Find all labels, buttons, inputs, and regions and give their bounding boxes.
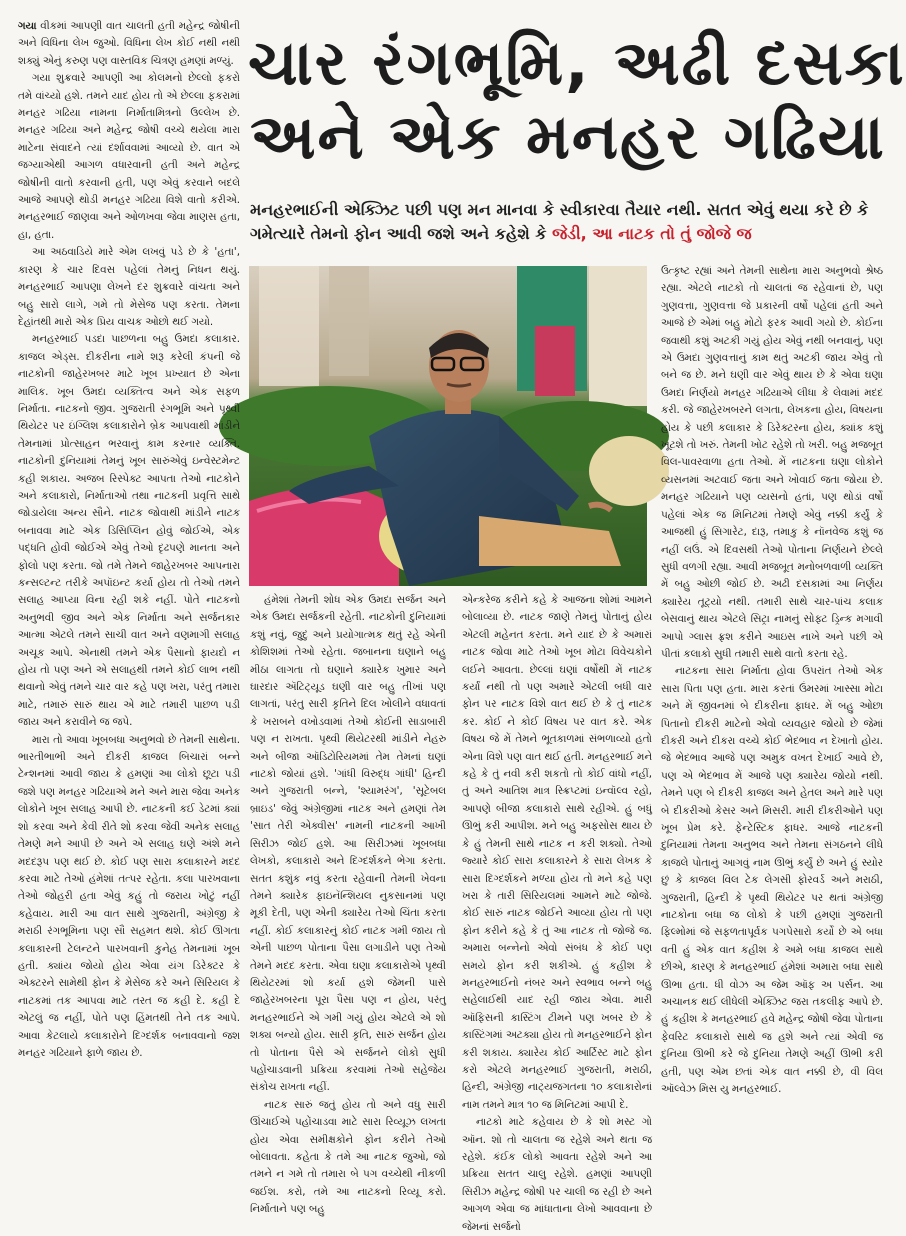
article-column-2 xyxy=(250,592,446,1220)
paragraph: મનહરભાઈ પડદા પાછળના બહુ ઉમદા કલાકાર. કાજલ એડ્સ. દીકરીના નામે શરૂ કરેલી કંપની જે નાટકોની જાહેરખબર માટે ખૂબ પ્રખ્યાત છે એના માલિક. ખૂબ ઉમદા વ્યક્તિત્વ અને એક સફળ નિર્માતા. નાટકનો જીવ. ગુજરાતી રંગભૂમિ અને પૃથ્વી થિયેટર પર ઇંગ્લિશ કલાકારોને બ્રેક આપવાથી માંડીને તેમનામાં પ્રોત્સાહન ભરવાનું કામ કરનાર વ્યક્તિ. નાટકોની દુનિયામાં તેમનું ખૂબ સારુંએવું ઇન્વેસ્ટમેન્ટ કહી શકાય. અજબ રિસ્પેક્ટ આપતા તેઓ નાટકોને અને કલાકારો, નિર્માતાઓ તથા નાટકની પ્રવૃત્તિ સાથે જોડાયેલા અન્ય સૌને. નાટક જોવાથી માંડીને નાટક બનાવવા માટે એક ડિસિપ્લિન હોવું જોઈએ, એક પદ્ધતિ હોવી જોઈએ એવું તેઓ દૃઢપણે માનતા અને ફોલો પણ કરતા. જો તમે તેમને જાહેરખબર આપનારા કન્સલ્ટન્ટ તરીકે અપૉઇન્ટ કર્યા હોય તો તેઓ તમને સલાહ આપ્યા વિના રહી શકે નહીં. પોતે નાટકનો અનુભવી જીવ અને એક નિર્માતા અને સર્જનકાર આત્મા એટલે તમને સાચી વાત અને વણમાગી સલાહ અચૂક આપે. એનાથી તમને એક પૈસાનો ફાયદો ન હોય તો પણ અને એ સલાહથી તમને કોઈ લાભ નથી થવાનો એવું તમને ચાર વાર કહે પણ ખરા, પરંતુ તમારા માટે, તમારું સારું થાય એ માટે તમારી પાછળ પડી જાય અને કરાવીને જ જપે. xyxy=(18,333,240,729)
paragraph: ઉત્કૃષ્ટ રહ્યાં અને તેમની સાથેના મારા અનુભવો શ્રેષ્ઠ રહ્યા. એટલે નાટકો તો ચાલતાં જ રહેવાનાં છે, પણ ગુણવત્તા, ગુણવત્તા જે પ્રકારની વર્ષો પહેલાં હતી અને આજે છે એમાં બહુ મોટો ફરક આવી ગયો છે. કોઈના જવાથી કશું અટકી ગયું હોય એવું નથી બનવાનું, પણ એ ઉમદા ગુણવત્તાનું કામ થતું અટકી જાય એવું તો બને જ છે. મને ઘણી વાર એવું થાય છે કે એવા ઘણા ઉમદા નિર્ણયો મનહર ગઢિયાએ લીધા કે લેવામાં મદદ કરી. જે જાહેરખબરને લગતા, લેખકના હોય, વિષયના હોય કે પછી કલાકાર કે ડિરેક્ટરના હોય, ક્યાંક કશું ખૂટશે તો ખરું. તેમની ખોટ રહેશે તો ખરી. બહુ મજબૂત વિલ-પાવરવાળા હતા તેઓ. મેં નાટકના ઘણા લોકોને વ્યસનમાં અટવાઈ જતા અને ખોવાઈ જતા જોયા છે. મનહર ગઢિયાને પણ વ્યસનો હતાં, પણ થોડાં વર્ષો પહેલાં એક જ મિનિટમાં તેમણે એવું નક્કી કર્યું કે આજથી હું સિગારેટ, દારૂ, તમાકુ કે નૉનવેજ કશું જ નહીં લઉં. એ દિવસથી તેઓ પોતાના નિર્ણયને છેલ્લે સુધી વળગી રહ્યા. આવી મજબૂત મનોબળવાળી વ્યક્તિ મેં બહુ ઓછી જોઈ છે. અઢી દસકામાં આ નિર્ણય ક્યારેય તૂટ્યો નથી. તમારી સાથે ચાર-પાંચ કલાક બેસવાનું થાય એટલે સિટ્રા નામનું સોફ્ટ ડ્રિન્ક મગાવી આપો ગ્લાસ ફ્રશ કરીને આઇસ નાખે અને પછી એ પીતાં કલાકો સુધી તમારી સાથે વાતો કરતા રહે. xyxy=(661,265,883,660)
paragraph: હંમેશાં તેમની શોધ એક ઉમદા સર્જન અને એક ઉમદા સર્જકની રહેતી. નાટકોની દુનિયામાં કશું નવું, જુદું અને પ્રયોગાત્મક થતું રહે એની કોશિશમાં તેઓ રહેતા. જબાનના ઘણાને બહુ મીઠા લાગતા તો ઘણાને ક્યારેક ખુમાર અને ઘારદાર ઍટિટ્યૂડ ઘણી વાર બહુ તીખાં પણ લાગતાં, પરંતુ સારી કૃતિને દિલ ખોલીને વધાવતાં કે ખરાબને વખોડવામાં તેઓ કોઈની સાડાબારી પણ ન રાખતા. પૃથ્વી થિયેટરથી માંડીને નેહરુ અને બીજા ઑડિટોરિયમમાં તેમ તેમનાં ઘણાં નાટકો જોયાં હશે. 'ગાંધી વિરુદ્ધ ગાંધી' હિન્દી અને ગુજરાતી બન્ને, 'શ્યામરંગ', 'સૂટેબલ બ્રાઇડ' જેવું અંગ્રેજીમાં નાટક અને હમણાં તેમ 'સાત તેરી એક્વીસ' નામની નાટકની આખી સિરીઝ જોઈ હશે. આ સિરીઝમાં ખૂબબધા લેખકો, કલાકારો અને દિગ્દર્શકને ભેગા કરતા. સતત કશુંક નવું કરતા રહેવાની તેમની ખેવના તેમને ક્યારેક ફાઇનૅન્શિયલ નુકસાનમાં પણ મૂકી દેતી, પણ એની ક્યારેય તેઓ ચિંતા કરતા નહીં. કોઈ કલાકારનું કોઈ નાટક ગમી જાય તો એની પાછળ પોતાના પૈસા લગાડીને પણ તેઓ તેમને મદદ કરતા. એવા ઘણા કલાકારોએ પૃથ્વી થિયેટરમાં શો કર્યા હશે જેમની પાસે જાહેરખબરના પૂરા પૈસા પણ ન હોય, પરંતુ મનહરભાઈને એ ગમી ગયું હોય એટલે એ શો શક્ય બન્યો હોય. સારી કૃતિ, સારું સર્જન હોય તો પોતાના પૈસે એ સર્જનને લોકો સુધી પહોંચાડવાની પ્રક્રિયા કરવામાં તેઓ સહેજેય સંકોચ રાખતા નહીં. xyxy=(250,594,446,1094)
headline-line-1: ચાર રંગભૂમિ, અઢી દસકા xyxy=(248,26,906,99)
paragraph: નાટકના સારા નિર્માતા હોવા ઉપરાંત તેઓ એક સારા પિતા પણ હતા. મારા કરતાં ઉંમરમાં ખાસ્સા મોટા અને મેં જીવનમાં બે દીકરીના ફાધર. મેં બહુ ઓછા પિતાનો દીકરી માટેનો એવો વ્યવહાર જોયો છે જેમાં દીકરી અને દીકરા વચ્ચે કોઈ ભેદભાવ ન દેખાતો હોય. જે ભેદભાવ આજે પણ અમુક વખત દેખાઈ આવે છે, પણ એ ભેદભાવ મેં આજે પણ ક્યારેય જોયો નથી. તેમને પણ બે દીકરી કાજલ અને હેતલ અને મારે પણ બે દીકરીઓ કેસર અને મિસરી. મારી દીકરીઓને પણ ખૂબ પ્રેમ કરે. ફેન્ટેસ્ટિક ફાધર. આજે નાટકની દુનિયામાં તેમના અનુભવ અને તેમના સંગઠનને લીધે કાજલે પોતાનું આગવું નામ ઊભું કર્યું છે અને હું સ્યોર છું કે કાજલ વિલ ટેક લેગસી ફોરવર્ડ અને મરાઠી, ગુજરાતી, હિન્દી કે પૃથ્વી થિયેટર પર થતાં અંગ્રેજી નાટકોના બધા જ લોકો કે પછી હમણાં ગુજરાતી ફિલ્મોમાં જે સફળતાપૂર્વક પગપેસારો કર્યો છે એ બધા વતી હું એક વાત કહીશ કે અમે બધા કાજલ સાથે છીએ, કારણ કે મનહરભાઈ હંમેશાં અમારા બધા સાથે ઊભા હતા. ધી વોઝ અ જેમ ઑફ અ પર્સન. આ અચાનક થઈ લીધેલી એક્ઝિટ જરા તકલીફ આપે છે. હું કહીશ કે મનહરભાઈ હવે મહેન્દ્ર જોષી જેવા પોતાના ફેવરિટ કલાકારો સાથે જ હશે અને ત્યાં એવી જ દુનિયા ઊભી કરે જે દુનિયા તેમણે અહીં ઊભી કરી હતી, પણ એમ છતાં એક વાત નક્કી છે, વી વિલ ઑલ્વેઝ મિસ યુ મનહરભાઈ. xyxy=(661,665,883,1096)
paragraph xyxy=(18,18,240,70)
paragraph: ગયા શુક્રવારે આપણી આ કોલમનો છેલ્લો ફકરો તમે વાંચ્યો હશે. તમને યાદ હોય તો એ છેલ્લા ફકરામાં મનહર ગઢિયા નામના નિર્માતામિત્રનો ઉલ્લેખ છે. મનહર ગઢિયા અને મહેન્દ્ર જોષી વચ્ચે થયેલા મારા માટેના સંવાદને ત્યાં દર્શાવવામાં આવ્યો છે. વાત એ જગ્યાએથી આગળ વધારવાની હતી અને મહેન્દ્ર જોષીની વાતો કરવાની હતી, પણ એવું કરવાને બદલે આજે આપણે થોડી મનહર ગઢિયા વિશે વાતો કરીએ. મનહરભાઈ જાણવા અને ઓળખવા જેવા માણસ હતા, હા, હતા. xyxy=(18,72,240,241)
paragraph: એન્કરેજ કરીને કહે કે આજના શોમાં આમને બોલાવ્યા છે. નાટક જાણે તેમનું પોતાનું હોય એટલી મહેનત કરતા. મને યાદ છે કે અમારાં નાટક જોવા માટે તેઓ ખૂબ મોટા વિવેચકોને લઈને આવતા. છેલ્લાં ઘણાં વર્ષોથી મેં નાટક કર્યાં નથી તો પણ અમારે એટલી બધી વાર ફોન પર નાટક વિશે વાત થઈ છે કે તું નાટક કર. કોઈ ને કોઈ વિષય પર વાત કરે. એક વિષય જે મેં તેમને ભૂતકાળમાં સંભળાવ્યો હતો એના વિશે પણ વાત થઈ હતી. મનહરભાઈ મને કહે કે તું નવી કરી શકતો તો કોઈ વાંધો નહીં, તું અને આતિશ માત્ર સ્ક્રિપ્ટમાં ઇન્વૉલ્વ રહો, આપણે બીજા કલાકારો સાથે રહીએ. હું બધું ઊભું કરી આપીશ. મને બહુ અફસોસ થાય છે કે હું તેમની સાથે નાટક ન કરી શક્યો. તેઓ જ્યારે કોઈ સારા કલાકારને કે સારા લેખક કે સારા દિગ્દર્શકને મળ્યા હોય તો મને કહે પણ ખરા કે તારી સિરિયલમાં આમને માટે જોજે. કોઈ સારું નાટક જોઈને આવ્યા હોય તો પણ ફોન કરીને કહે કે તું આ નાટક તો જોજે જ. અમારા બન્નેનો એવો સંબંધ કે કોઈ પણ સમયે ફોન કરી શકીએ. હું કહીશ કે મનહરભાઈનો નંબર અને સ્વભાવ બન્ને બહુ સહેલાઈથી યાદ રહી જાય એવા. મારી ઑફિસની કાસ્ટિંગ ટીમને પણ ખબર છે કે કાસ્ટિંગમાં અટક્યા હોય તો મનહરભાઈને ફોન કરી શકાય. ક્યારેય કોઈ આર્ટિસ્ટ માટે ફોન કરો એટલે મનહરભાઈ ગુજરાતી, મરાઠી, હિન્દી, અંગ્રેજી નાટ્યજગતના ૧૦ કલાકારોનાં નામ તમને માત્ર ૧૦ જ મિનિટમાં આપી દે. xyxy=(462,594,652,1111)
article-column-4 xyxy=(661,263,883,1220)
article-column-3 xyxy=(462,592,652,1233)
paragraph: નાટક સારું જતું હોય તો અને વધુ સારી ઊંચાઈએ પહોંચાડવા માટે સારા રિવ્યૂઝ લખતા હોય એવા સમીક્ષકોને ફોન કરીને તેઓ બોલાવતા. કહેતા કે તમે આ નાટક જુઓ, જો તમને ન ગમે તો તમારા બે પગ વચ્ચેથી નીકળી જઈશ. કરો, તમે આ નાટકનો રિવ્યૂ કરો. નિર્માતાને પણ બહુ xyxy=(250,1098,446,1216)
lead-word: ગયા xyxy=(18,20,37,32)
portrait-illustration xyxy=(249,266,647,586)
deck-text: મનહરભાઈની એક્ઝિટ પછી પણ મન માનવા કે સ્વીકારવા તૈયાર નથી. સતત એવું થયા કરે છે કે ગમેત્યારે તેમનો ફોન આવી જશે અને કહેશે કે xyxy=(250,200,869,243)
paragraph: મારા તો આવા ખૂબબધા અનુભવો છે તેમની સાથેના. ભારતીભાભી અને દીકરી કાજલ બિચારાં બન્ને ટેન્શનમાં આવી જાય કે હમણાં આ લોકો છૂટા પડી જશે પણ મનહર ગઢિયાએ મને અને મારા જેવા અનેક લોકોને ખૂબ સલાહ આપી છે. નાટકની કઈ ડેટમાં ક્યાં શો કરવા અને કેવી રીતે શો કરવા જેવી અનેક સલાહ તેમણે મને આપી છે અને એ સલાહ ઘણે અંશે મને મદદરૂપ પણ થઈ છે. કોઈ પણ સારા કલાકારને મદદ કરવા માટે તેઓ હંમેશાં તત્પર રહેતા. કલા પારખવાના તેઓ જોહરી હતા એવું કહું તો જરાય ખોટું નહીં કહેવાય. મારી આ વાત સાથે ગુજરાતી, અંગ્રેજી કે મરાઠી રંગભૂમિના પણ સૌ સહમત થશે. કોઈ ઊગતા કલાકારની ટેલન્ટને પારખવાની કુનેહ તેમનામાં ખૂબ હતી. ક્યાંય જોયો હોય એવા યંગ ડિરેક્ટર કે એક્ટરને સામેથી ફોન કે મેસેજ કરે અને સિરિયલ કે નાટકમાં તક આપવા માટે તરત જ કહી દે. કહી દે એટલું જ નહીં, પોતે પણ હિંમતથી તેને તક આપે. આવા કેટલાયે કલાકારોને દિગ્દર્શક બનાવવાનો જશ મનહર ગઢિયાને ફાળે જાય છે. xyxy=(18,733,240,1059)
headline-line-2: અને એક મનહર ગઢિયા xyxy=(250,100,886,173)
deck-highlight: જેડી, આ નાટક તો તું જોજે જ xyxy=(552,224,752,243)
paragraph: આ અઠવાડિયે મારે એમ લખવું પડે છે કે 'હતા', કારણ કે ચાર દિવસ પહેલાં તેમનું નિધન થયું. મનહરભાઈ આપણા લેખને દર શુક્રવારે વાંચતા અને બહુ સારો લાગે, ગમે તો મેસેજ પણ કરતા. તેમના દેહાંતથી મારો એક પ્રિય વાચક ઓછો થઈ ગયો. xyxy=(18,246,240,328)
portrait-photo xyxy=(249,266,647,586)
paragraph: નાટકો માટે કહેવાય છે કે શો મસ્ટ ગો ઑન. શો તો ચાલતા જ રહેશે અને થતા જ રહેશે. કંઈક લોકો આવતા રહેશે અને આ પ્રક્રિયા સતત ચાલુ રહેશે. હમણાં આપણી સિરીઝ મહેન્દ્ર જોષી પર ચાલી જ રહી છે અને આગળ એવા જ માંધાતાના લેખો આવવાના છે જેમનાં સર્જનો xyxy=(462,1116,652,1233)
article-column-1 xyxy=(18,18,240,1218)
paragraph-text: વીકમાં આપણી વાત ચાલતી હતી મહેન્દ્ર જોષીની અને વિધિના લેખ જુઓ. વિધિના લેખ કોઈ નથી નથી શક્યું એનું કરુણ પણ વાસ્તવિક ચિત્રણ હમણાં મળ્યું. xyxy=(18,20,240,67)
headline xyxy=(248,26,906,174)
deck xyxy=(250,198,890,246)
